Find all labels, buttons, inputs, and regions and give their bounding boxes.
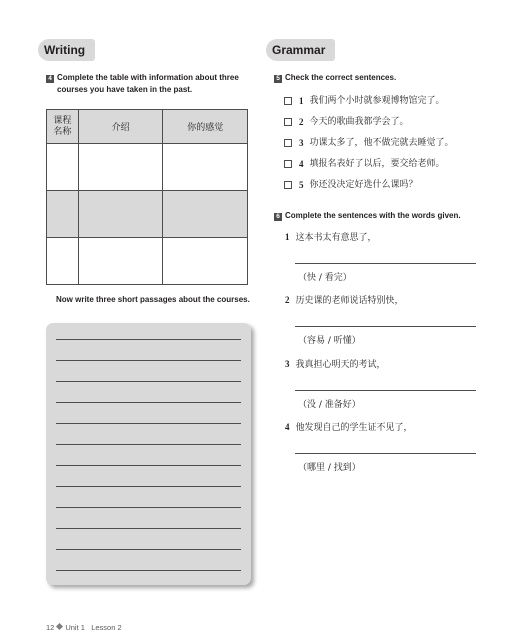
instruction-line-1: Complete the table with information about three [57, 73, 239, 82]
exercise-number: 6 [274, 213, 282, 221]
writing-line[interactable] [56, 381, 241, 382]
completion-prompt: 2 历史课的老师说话特别快， [285, 295, 404, 306]
table-header-feeling: 你的感觉 [163, 110, 248, 144]
answer-line[interactable] [295, 326, 476, 327]
writing-section-title: Writing [38, 39, 95, 61]
followup-instruction: Now write three short passages about the courses. [56, 295, 250, 304]
writing-line[interactable] [56, 423, 241, 424]
completion-hint: （没 / 准备好） [298, 400, 361, 410]
exercise6-instruction: 6 Complete the sentences with the words given. [274, 210, 461, 222]
table-cell[interactable] [78, 238, 163, 285]
exercise5-instruction: 5 Check the correct sentences. [274, 72, 396, 84]
writing-line[interactable] [56, 339, 241, 340]
table-cell[interactable] [163, 191, 248, 238]
sentence-checkbox[interactable] [284, 181, 292, 189]
lesson-label: Lesson 2 [91, 623, 122, 632]
writing-line[interactable] [56, 570, 241, 571]
writing-line[interactable] [56, 465, 241, 466]
sentence-checkbox[interactable] [284, 160, 292, 168]
completion-prompt: 1 这本书太有意思了， [285, 232, 377, 243]
table-row [47, 144, 248, 191]
sentence-item: 1 我们两个小时就参观博物馆完了。 [284, 95, 445, 107]
table-header-introduction: 介绍 [78, 110, 163, 144]
writing-line[interactable] [56, 528, 241, 529]
writing-line[interactable] [56, 402, 241, 403]
table-cell[interactable] [78, 144, 163, 191]
writing-line[interactable] [56, 486, 241, 487]
writing-line[interactable] [56, 549, 241, 550]
table-header-course-name: 课程 名称 [47, 110, 79, 144]
answer-line[interactable] [295, 263, 476, 264]
page-number: 12 [46, 623, 55, 632]
writing-instruction [46, 72, 239, 96]
sentence-text: 填报名表好了以后，要交给老师。 [309, 159, 445, 169]
writing-pad[interactable] [46, 323, 251, 585]
sentence-checkbox[interactable] [284, 118, 292, 126]
table-row [47, 191, 248, 238]
completion-prompt: 4 他发现自己的学生证不见了， [285, 422, 413, 433]
answer-line[interactable] [295, 390, 476, 391]
table-cell[interactable] [47, 238, 79, 285]
completion-hint: （快 / 看完） [298, 273, 352, 283]
writing-line[interactable] [56, 507, 241, 508]
instruction-line-2: courses you have taken in the past. [57, 85, 193, 94]
sentence-item: 2 今天的歌曲我都学会了。 [284, 116, 409, 128]
table-cell[interactable] [78, 191, 163, 238]
table-cell[interactable] [163, 238, 248, 285]
sentence-text: 功课太多了，他不做完就去睡觉了。 [309, 138, 454, 148]
completion-prompt: 3 我真担心明天的考试， [285, 359, 386, 370]
sentence-text: 我们两个小时就参观博物馆完了。 [309, 96, 445, 106]
sentence-text: 今天的歌曲我都学会了。 [309, 117, 409, 127]
sentence-item: 3 功课太多了，他不做完就去睡觉了。 [284, 137, 454, 149]
diamond-icon [56, 623, 63, 630]
writing-line[interactable] [56, 360, 241, 361]
sentence-text: 你还没决定好选什么课吗？ [309, 180, 418, 190]
table-row [47, 238, 248, 285]
exercise-number: 4 [46, 75, 54, 83]
courses-table [46, 109, 248, 285]
writing-line[interactable] [56, 444, 241, 445]
table-cell[interactable] [47, 191, 79, 238]
grammar-section-title: Grammar [266, 39, 335, 61]
completion-hint: （哪里 / 找到） [298, 463, 361, 473]
sentence-item: 5 你还没决定好选什么课吗？ [284, 179, 418, 191]
unit-label: Unit 1 [65, 623, 85, 632]
sentence-checkbox[interactable] [284, 97, 292, 105]
answer-line[interactable] [295, 453, 476, 454]
table-cell[interactable] [47, 144, 79, 191]
page-footer [46, 623, 122, 632]
table-cell[interactable] [163, 144, 248, 191]
completion-hint: （容易 / 听懂） [298, 336, 361, 346]
sentence-checkbox[interactable] [284, 139, 292, 147]
table-header-row [47, 110, 248, 144]
exercise-number: 5 [274, 75, 282, 83]
sentence-item: 4 填报名表好了以后，要交给老师。 [284, 158, 445, 170]
